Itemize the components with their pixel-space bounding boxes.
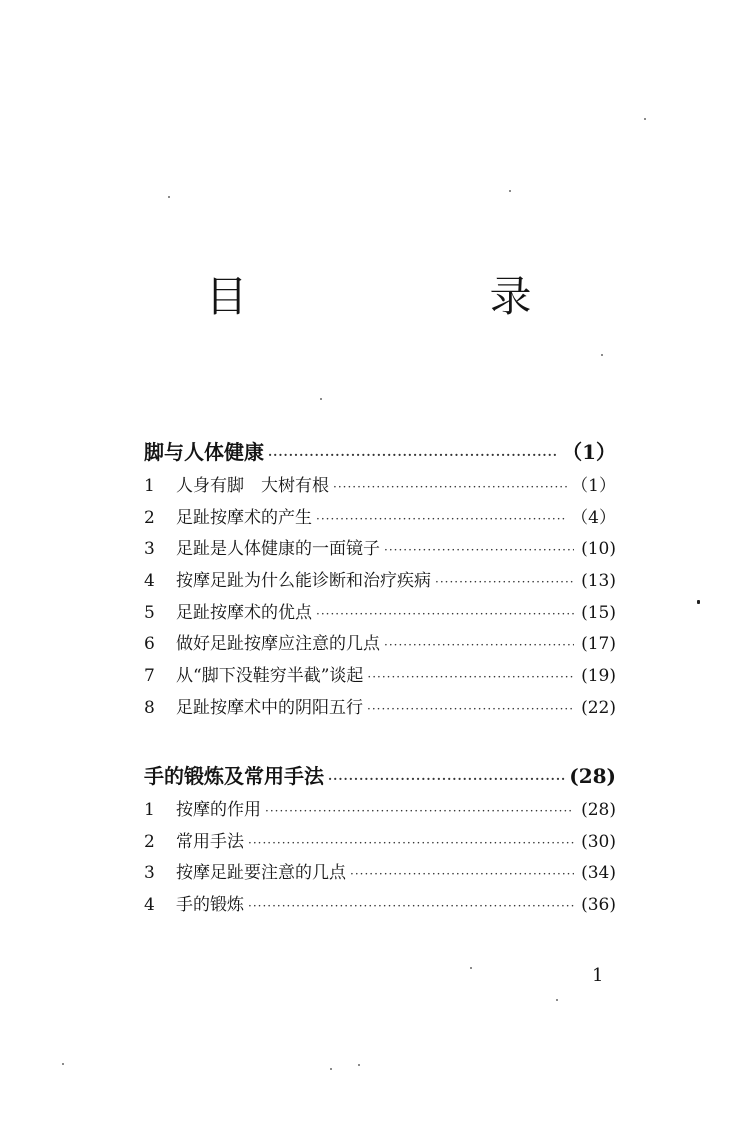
toc-entry-number: 4 — [144, 895, 155, 916]
leader-dots — [367, 662, 574, 694]
toc-entry[interactable] — [144, 890, 616, 922]
toc-entry-number: 1 — [144, 476, 155, 496]
toc-entry-label: 按摩足趾为什么能诊断和治疗疾病 — [176, 571, 431, 592]
toc-entry-label: 足趾按摩术中的阴阳五行 — [176, 697, 363, 718]
toc-entry[interactable] — [144, 503, 616, 535]
leader-dots — [350, 859, 574, 891]
toc-section-1 — [144, 433, 616, 725]
leader-dots — [248, 891, 574, 923]
toc-page-number: (15) — [581, 602, 616, 623]
toc-section-2 — [144, 757, 616, 922]
toc-entry[interactable] — [144, 598, 616, 630]
leader-dots — [384, 535, 574, 567]
scan-speck — [62, 1063, 64, 1065]
leader-dots — [333, 472, 567, 504]
page-folio-number: 1 — [592, 965, 604, 986]
toc-entry-label: 人身有脚 大树有根 — [176, 476, 329, 496]
scan-speck — [644, 118, 646, 120]
toc-page-number: (13) — [581, 571, 616, 592]
toc-page-number: (19) — [581, 666, 616, 687]
toc-entry[interactable] — [144, 566, 616, 598]
toc-entry-number: 5 — [144, 602, 155, 623]
leader-dots — [248, 828, 574, 860]
leader-dots — [367, 694, 574, 726]
toc-page-number: (17) — [581, 634, 616, 655]
toc-entry-number: 7 — [144, 666, 155, 687]
scan-speck — [330, 1068, 332, 1070]
toc-page-number: (34) — [581, 863, 616, 884]
scan-speck — [320, 398, 322, 400]
scan-speck — [358, 1064, 360, 1066]
toc-heading-label: 手的锻炼及常用手法 — [144, 764, 324, 788]
toc-page-number: (22) — [581, 697, 616, 718]
toc-entry[interactable] — [144, 629, 616, 661]
leader-dots — [268, 436, 558, 474]
toc-entry-number: 2 — [144, 507, 155, 528]
scan-speck — [697, 600, 700, 604]
toc-entry-number: 3 — [144, 539, 155, 560]
toc-entry-label: 足趾按摩术的产生 — [176, 507, 312, 528]
toc-entry-label: 足趾是人体健康的一面镜子 — [176, 539, 380, 560]
leader-dots — [265, 796, 574, 828]
toc-entry[interactable] — [144, 471, 616, 503]
scan-speck — [168, 196, 170, 198]
toc-page-number: (36) — [581, 895, 616, 916]
toc-entry-label: 足趾按摩术的优点 — [176, 602, 312, 623]
scan-speck — [556, 999, 558, 1001]
toc-heading-row[interactable] — [144, 433, 616, 471]
toc-entry[interactable] — [144, 693, 616, 725]
toc-entry-number: 2 — [144, 831, 155, 852]
toc-entry-number: 8 — [144, 697, 155, 718]
toc-heading-label: 脚与人体健康 — [144, 440, 264, 464]
toc-entry-label: 按摩的作用 — [176, 800, 261, 820]
toc-entry-label: 做好足趾按摩应注意的几点 — [176, 634, 380, 655]
leader-dots — [384, 630, 574, 662]
toc-entry-number: 4 — [144, 571, 155, 592]
toc-entry-number: 3 — [144, 863, 155, 884]
toc-page-number: （1） — [571, 476, 616, 496]
scan-speck — [601, 354, 603, 356]
scan-speck — [470, 967, 472, 969]
scan-speck — [509, 190, 511, 192]
toc-heading-row[interactable] — [144, 757, 616, 795]
toc-page-number: （4） — [571, 507, 616, 528]
leader-dots — [435, 567, 574, 599]
toc-entry-label: 从“脚下没鞋穷半截”谈起 — [176, 666, 364, 687]
toc-entry-label: 按摩足趾要注意的几点 — [176, 863, 346, 884]
leader-dots — [316, 504, 567, 536]
toc-entry-label: 手的锻炼 — [176, 895, 244, 916]
toc-entry[interactable] — [144, 661, 616, 693]
toc-entry[interactable] — [144, 827, 616, 859]
page-title: 目 录 — [205, 272, 632, 321]
toc-entry[interactable] — [144, 795, 616, 827]
toc-page-number: （1） — [562, 440, 616, 464]
toc-entry-label: 常用手法 — [176, 831, 244, 852]
toc-entry-number: 6 — [144, 634, 155, 655]
toc-page-number: (28) — [581, 800, 616, 820]
leader-dots — [316, 599, 574, 631]
toc-page-number: (28) — [569, 764, 616, 788]
toc-entry-number: 1 — [144, 800, 155, 820]
toc-entry[interactable] — [144, 858, 616, 890]
leader-dots — [328, 760, 565, 798]
toc-page-number: (30) — [581, 831, 616, 852]
toc-entry[interactable] — [144, 534, 616, 566]
toc-page-number: (10) — [581, 539, 616, 560]
